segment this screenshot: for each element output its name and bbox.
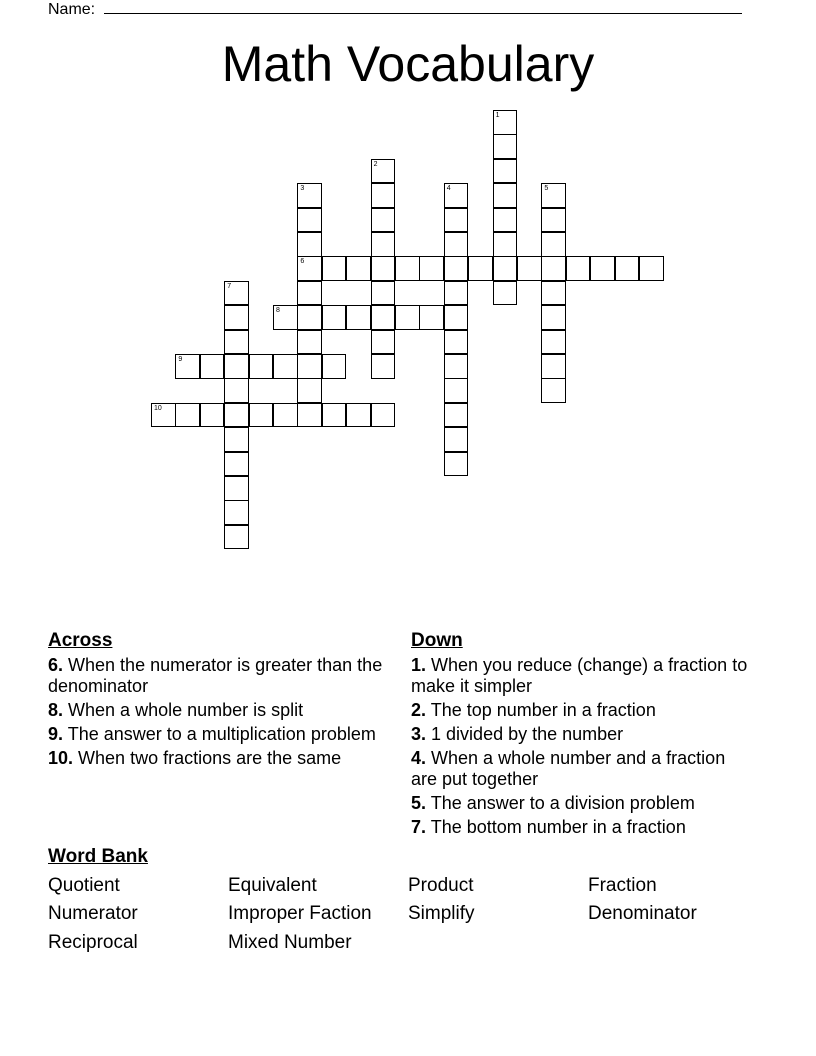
word-bank-word: Improper Faction [228, 903, 372, 924]
crossword-cell[interactable] [493, 183, 518, 208]
crossword-cell[interactable] [371, 208, 396, 233]
crossword-cell[interactable] [444, 305, 469, 330]
crossword-cell[interactable] [639, 256, 664, 281]
crossword-cell[interactable] [371, 330, 396, 355]
crossword-cell[interactable] [200, 354, 225, 379]
clue-number: 6 [300, 258, 305, 266]
crossword-cell[interactable] [297, 354, 322, 379]
down-clue-5: 5. The answer to a division problem [411, 793, 695, 813]
crossword-cell[interactable] [224, 330, 249, 355]
across-clue-9: 9. The answer to a multiplication problem [48, 724, 376, 744]
crossword-cell[interactable] [346, 256, 371, 281]
crossword-cell[interactable] [493, 110, 518, 135]
crossword-cell[interactable] [493, 232, 518, 257]
word-bank-word: Numerator [48, 903, 138, 924]
crossword-cell[interactable] [346, 305, 371, 330]
page-title: Math Vocabulary [221, 36, 595, 92]
crossword-cell[interactable] [444, 232, 469, 257]
crossword-cell[interactable] [541, 378, 566, 403]
word-bank-word: Simplify [408, 903, 475, 924]
down-clue-2: 2. The top number in a fraction [411, 700, 656, 720]
across-heading: Across [48, 630, 113, 651]
clue-number: 7 [227, 282, 232, 290]
crossword-cell[interactable] [322, 256, 347, 281]
crossword-cell[interactable] [224, 452, 249, 477]
crossword-cell[interactable] [541, 183, 566, 208]
across-clue-6: 6. When the numerator is greater than the denominator [48, 655, 383, 696]
crossword-cell[interactable] [224, 525, 249, 550]
crossword-cell[interactable] [297, 232, 322, 257]
crossword-cell[interactable] [444, 208, 469, 233]
across-clue-10: 10. When two fractions are the same [48, 748, 342, 768]
crossword-cell[interactable] [493, 134, 518, 159]
clue-number: 9 [178, 356, 183, 363]
crossword-cell[interactable] [371, 305, 396, 330]
clue-number: 8 [276, 307, 280, 315]
down-clue-3: 3. 1 divided by the number [411, 724, 624, 744]
crossword-cell[interactable] [444, 378, 469, 403]
crossword-cell[interactable] [224, 427, 249, 452]
crossword-cell[interactable] [444, 281, 469, 306]
crossword-cell[interactable] [200, 403, 225, 428]
crossword-cell[interactable] [517, 256, 542, 281]
crossword-cell[interactable] [444, 403, 469, 428]
crossword-cell[interactable] [175, 354, 200, 379]
word-bank-word: Quotient [48, 875, 120, 896]
crossword-cell[interactable] [297, 208, 322, 233]
crossword-cell[interactable] [444, 452, 469, 477]
crossword-cell[interactable] [615, 256, 640, 281]
crossword-cell[interactable] [224, 500, 249, 525]
crossword-cell[interactable] [297, 183, 322, 208]
crossword-cell[interactable] [371, 281, 396, 306]
crossword-cell[interactable] [273, 305, 298, 330]
crossword-cell[interactable] [419, 305, 444, 330]
word-bank-heading: Word Bank [48, 846, 148, 867]
word-bank-word: Fraction [588, 875, 657, 896]
crossword-cell[interactable] [297, 378, 322, 403]
crossword-cell[interactable] [224, 476, 249, 501]
crossword-cell[interactable] [444, 183, 469, 208]
crossword-cell[interactable] [224, 281, 249, 306]
word-bank-word: Denominator [588, 903, 697, 924]
down-clue-4: 4. When a whole number and a fraction are put together [411, 748, 726, 789]
crossword-cell[interactable] [371, 232, 396, 257]
crossword-cell[interactable] [541, 354, 566, 379]
crossword-cell[interactable] [541, 281, 566, 306]
crossword-cell[interactable] [444, 256, 469, 281]
crossword-cell[interactable] [175, 403, 200, 428]
crossword-cell[interactable] [541, 232, 566, 257]
down-clue-7: 7. The bottom number in a fraction [411, 817, 686, 837]
crossword-cell[interactable] [249, 403, 274, 428]
clue-number: 5 [544, 185, 549, 193]
down-clue-1: 1. When you reduce (change) a fraction to make it simpler [411, 655, 748, 696]
crossword-cell[interactable] [493, 208, 518, 233]
name-label: Name: [48, 1, 100, 18]
crossword-cell[interactable] [151, 403, 176, 428]
clue-number: 4 [446, 185, 451, 193]
word-bank-word: Reciprocal [48, 932, 138, 953]
crossword-cell[interactable] [371, 159, 396, 184]
crossword-cell[interactable] [371, 354, 396, 379]
crossword-cell[interactable] [541, 256, 566, 281]
crossword-cell[interactable] [322, 354, 347, 379]
crossword-cell[interactable] [249, 354, 274, 379]
clue-number: 1 [495, 112, 500, 119]
crossword-cell[interactable] [541, 305, 566, 330]
crossword-cell[interactable] [541, 208, 566, 233]
crossword-cell[interactable] [322, 305, 347, 330]
crossword-cell[interactable] [224, 378, 249, 403]
crossword-cell[interactable] [297, 281, 322, 306]
clue-number: 2 [373, 160, 378, 168]
crossword-cell[interactable] [224, 403, 249, 428]
crossword-cell[interactable] [297, 305, 322, 330]
crossword-cell[interactable] [346, 403, 371, 428]
crossword-cell[interactable] [224, 305, 249, 330]
crossword-cell[interactable] [273, 403, 298, 428]
crossword-cell[interactable] [468, 256, 493, 281]
crossword-cell[interactable] [297, 403, 322, 428]
word-bank-word: Equivalent [228, 875, 317, 896]
clue-number: 3 [300, 185, 305, 193]
crossword-cell[interactable] [566, 256, 591, 281]
crossword-cell[interactable] [493, 256, 518, 281]
crossword-cell[interactable] [444, 354, 469, 379]
across-clue-8: 8. When a whole number is split [48, 700, 304, 720]
crossword-cell[interactable] [297, 256, 322, 281]
crossword-cell[interactable] [493, 281, 518, 306]
word-bank-word: Product [408, 875, 474, 896]
crossword-cell[interactable] [395, 256, 420, 281]
crossword-cell[interactable] [444, 330, 469, 355]
crossword-cell[interactable] [273, 354, 298, 379]
crossword-cell[interactable] [371, 256, 396, 281]
crossword-cell[interactable] [590, 256, 615, 281]
crossword-cell[interactable] [419, 256, 444, 281]
across-clues [48, 630, 388, 772]
down-clues [411, 630, 751, 841]
crossword-cell[interactable] [541, 330, 566, 355]
crossword-cell[interactable] [395, 305, 420, 330]
word-bank-word: Mixed Number [228, 932, 352, 953]
crossword-cell[interactable] [297, 330, 322, 355]
crossword-cell[interactable] [493, 159, 518, 184]
crossword-cell[interactable] [322, 403, 347, 428]
crossword-cell[interactable] [371, 183, 396, 208]
crossword-cell[interactable] [371, 403, 396, 428]
crossword-cell[interactable] [224, 354, 249, 379]
down-heading: Down [411, 630, 463, 651]
crossword-cell[interactable] [444, 427, 469, 452]
clue-number: 10 [154, 404, 162, 412]
